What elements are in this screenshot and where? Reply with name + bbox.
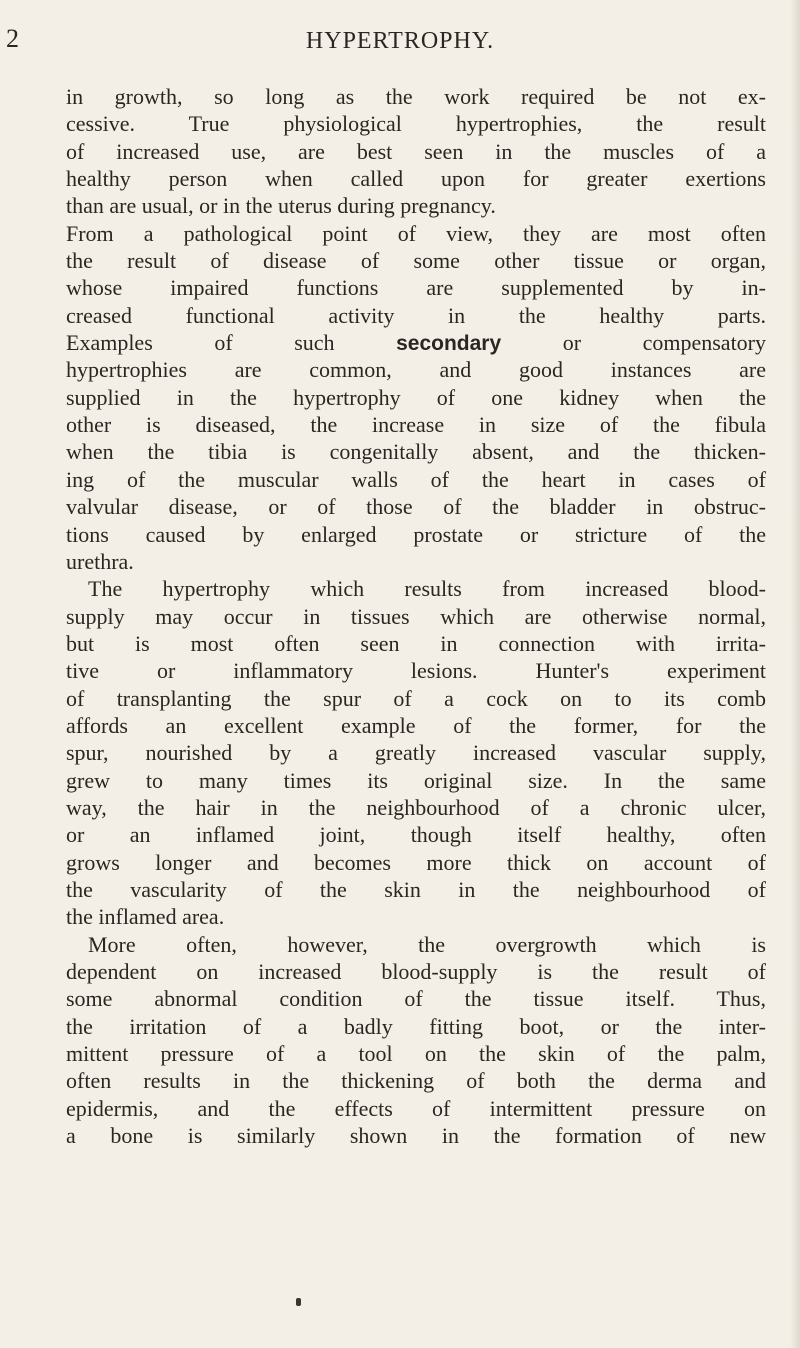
text-line: mittent pressure of a tool on the skin of the palm, — [66, 1041, 766, 1067]
text-line: in growth, so long as the work required be not ex- — [66, 84, 766, 109]
ink-speck — [296, 1298, 301, 1306]
page-edge-shadow — [790, 0, 800, 1348]
text-line: the vascularity of the skin in the neighbourhood of — [66, 876, 766, 902]
text-line: epidermis, and the effects of intermittent pressure on — [66, 1095, 766, 1121]
text-line: tive or inflammatory lesions. Hunter's experiment — [66, 658, 766, 684]
text-line: From a pathological point of view, they are most often — [66, 220, 766, 246]
text-line: healthy person when called upon for greater exertions — [66, 166, 766, 192]
body-text — [66, 83, 766, 1149]
text-line: urethra. — [66, 548, 134, 574]
text-line: supply may occur in tissues which are otherwise normal, — [66, 603, 766, 629]
text-line: valvular disease, or of those of the bladder in obstruc- — [66, 494, 766, 520]
text-line: the irritation of a badly fitting boot, or the inter- — [66, 1013, 766, 1039]
text-line: hypertrophies are common, and good instances are — [66, 357, 766, 383]
text-line: when the tibia is congenitally absent, and the thicken- — [66, 439, 766, 465]
running-title: HYPERTROPHY. — [305, 28, 495, 54]
text-line: other is diseased, the increase in size of the fibula — [66, 412, 766, 438]
text-line: dependent on increased blood-supply is the result of — [66, 959, 766, 984]
text-line: whose impaired functions are supplemented by in- — [66, 275, 766, 301]
page-number: 2 — [6, 24, 19, 53]
text-line: or an inflamed joint, though itself healthy, often — [66, 822, 766, 848]
text-line: some abnormal condition of the tissue itself. Thus, — [66, 986, 766, 1012]
text-line: The hypertrophy which results from increased blood- — [88, 576, 766, 602]
text-line: grew to many times its original size. In the same — [66, 767, 766, 793]
text-line: spur, nourished by a greatly increased vascular supply, — [66, 740, 766, 766]
text-line: the inflamed area. — [66, 904, 225, 930]
emphasized-term: secondary — [396, 332, 502, 356]
text-line: often results in the thickening of both the derma and — [66, 1068, 766, 1094]
text-line — [66, 329, 766, 356]
text-fragment: Examples of such — [66, 330, 397, 356]
text-line: ing of the muscular walls of the heart in cases of — [66, 466, 766, 492]
text-line: supplied in the hypertrophy of one kidney when the — [66, 384, 766, 410]
text-line: grows longer and becomes more thick on account of — [66, 849, 766, 875]
text-line: tions caused by enlarged prostate or stricture of the — [66, 521, 766, 547]
text-line: of increased use, are best seen in the muscles of a — [66, 138, 766, 164]
text-line: way, the hair in the neighbourhood of a chronic ulcer, — [66, 794, 766, 820]
text-line: the result of disease of some other tissue or organ, — [66, 248, 766, 274]
text-line: a bone is similarly shown in the formation of new — [66, 1123, 766, 1149]
text-line: affords an excellent example of the former, for the — [66, 712, 766, 738]
text-line: cessive. True physiological hypertrophies, the result — [66, 111, 766, 137]
text-fragment: or compensatory — [501, 330, 767, 356]
text-line: of transplanting the spur of a cock on to its comb — [66, 685, 766, 711]
text-line: creased functional activity in the healthy parts. — [66, 302, 766, 328]
text-line: but is most often seen in connection with irrita- — [66, 630, 766, 656]
text-line: More often, however, the overgrowth which is — [88, 931, 766, 957]
text-line: than are usual, or in the uterus during pregnancy. — [66, 193, 496, 219]
